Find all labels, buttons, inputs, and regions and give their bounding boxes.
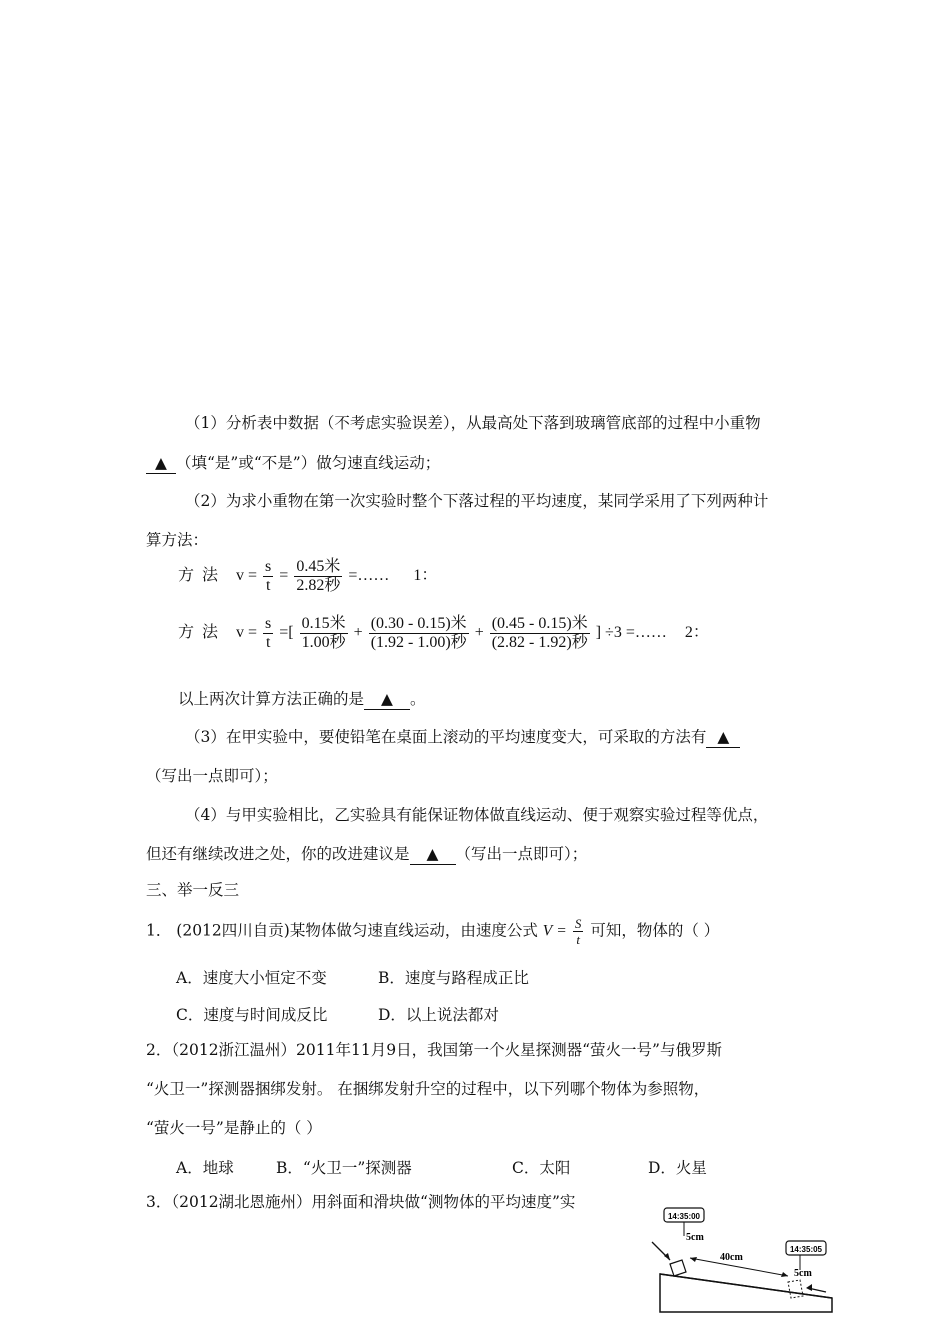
p1-stem-pre: 1． (2012四川自贡)某物体做匀速直线运动，由速度公式 bbox=[146, 921, 538, 940]
q2-conclusion bbox=[178, 689, 426, 710]
slider-block bbox=[670, 1260, 686, 1276]
q4-line2-end: （写出一点即可）； bbox=[455, 845, 588, 863]
p2-option-d[interactable]: D．火星 bbox=[648, 1159, 707, 1177]
method1-eq: = bbox=[279, 567, 289, 585]
method2-open: =[ bbox=[279, 624, 294, 642]
length-label-1: 5cm bbox=[686, 1232, 704, 1243]
incline-figure bbox=[640, 1200, 840, 1320]
method1-frac-s-t: $\frac{s}{t}$ bbox=[265, 558, 272, 594]
q2-conclusion-end: 。 bbox=[410, 690, 426, 708]
q2-line2: 算方法： bbox=[146, 531, 209, 549]
answer-blank[interactable]: ▲ bbox=[410, 844, 456, 865]
q4-line1: （4）与甲实验相比，乙实验具有能保证物体做直线运动、便于观察实验过程等优点， bbox=[185, 806, 769, 824]
method1-lhs: v = bbox=[236, 567, 258, 585]
method2-frac-c: $\frac{\text{(0.45 - 0.15)米}}{\text{(2.82 - 1.92)秒}}$ bbox=[491, 615, 588, 651]
length-label-2: 40cm bbox=[720, 1252, 743, 1263]
clock-2-text: 14:35:05 bbox=[789, 1245, 823, 1254]
q3-line2: （写出一点即可）； bbox=[146, 767, 278, 785]
q3-line1 bbox=[185, 727, 740, 748]
method2-lhs: v = bbox=[236, 624, 258, 642]
p2-line1: 2．（2012浙江温州）2011年11月9日，我国第一个火星探测器“萤火一号”与俄罗斯 bbox=[146, 1041, 722, 1059]
p2-option-c[interactable]: C．太阳 bbox=[512, 1159, 571, 1177]
method1-tail: =…… bbox=[348, 567, 390, 585]
method2-plus-1: + bbox=[353, 624, 363, 642]
p3-line1: 3．（2012湖北恩施州）用斜面和滑块做“测物体的平均速度”实 bbox=[146, 1193, 576, 1211]
p1-formula-frac: $\frac{S}{t}$ bbox=[574, 916, 582, 947]
method1-formula bbox=[178, 558, 437, 595]
p1-stem-post: 可知，物体的（ ） bbox=[590, 921, 720, 940]
p1-option-d[interactable]: D．以上说法都对 bbox=[378, 1006, 499, 1024]
method1-label: 方 法 bbox=[178, 567, 219, 585]
section-title: 三、举一反三 bbox=[146, 881, 240, 899]
answer-blank[interactable]: ▲ bbox=[364, 689, 410, 710]
q1-line2 bbox=[146, 453, 440, 474]
p1-option-c[interactable]: C．速度与时间成反比 bbox=[176, 1006, 328, 1024]
method2-label: 方 法 bbox=[178, 624, 219, 642]
p1-stem bbox=[146, 916, 719, 947]
p1-formula-v: V bbox=[542, 922, 553, 940]
method1-index: 1： bbox=[413, 567, 438, 585]
method2-formula bbox=[178, 615, 709, 652]
method2-close: ] ÷3 =…… bbox=[595, 624, 667, 642]
q3-line1-text: （3）在甲实验中，要使铅笔在桌面上滚动的平均速度变大，可采取的方法有 bbox=[185, 728, 707, 746]
q4-line2 bbox=[146, 844, 587, 865]
answer-blank[interactable]: ▲ bbox=[146, 453, 176, 474]
q1-line2-text: （填“是”或“不是”）做匀速直线运动； bbox=[176, 454, 441, 472]
q2-line1: （2）为求小重物在第一次实验时整个下落过程的平均速度，某同学采用了下列两种计 bbox=[185, 492, 769, 510]
p1-option-a[interactable]: A．速度大小恒定不变 bbox=[176, 969, 327, 987]
method1-frac-value: $\frac{\text{0.45米}}{\text{2.82秒}}$ bbox=[296, 558, 341, 594]
p2-line3: “萤火一号”是静止的（ ） bbox=[146, 1119, 322, 1137]
method2-frac-b: $\frac{\text{(0.30 - 0.15)米}}{\text{(1.92 - 1.00)秒}}$ bbox=[370, 615, 467, 651]
length-label-3: 5cm bbox=[794, 1268, 812, 1279]
incline-ramp bbox=[660, 1274, 832, 1312]
method2-index: 2： bbox=[684, 624, 709, 642]
clock-1-text: 14:35:00 bbox=[667, 1212, 701, 1221]
answer-blank[interactable]: ▲ bbox=[706, 727, 740, 748]
q4-line2-text: 但还有继续改进之处，你的改进建议是 bbox=[146, 845, 410, 863]
p2-option-a[interactable]: A．地球 bbox=[176, 1159, 234, 1177]
p2-line2: “火卫一”探测器捆绑发射。 在捆绑发射升空的过程中，以下列哪个物体为参照物， bbox=[146, 1080, 710, 1098]
p2-option-b[interactable]: B．“火卫一”探测器 bbox=[276, 1159, 412, 1177]
p1-option-b[interactable]: B．速度与路程成正比 bbox=[378, 969, 529, 987]
p1-formula-eq: = bbox=[557, 922, 566, 940]
q1-line1: （1）分析表中数据（不考虑实验误差），从最高处下落到玻璃管底部的过程中小重物 bbox=[185, 414, 761, 432]
q2-conclusion-text: 以上两次计算方法正确的是 bbox=[178, 690, 365, 708]
method2-frac-s-t: $\frac{s}{t}$ bbox=[265, 615, 272, 651]
method2-frac-a: $\frac{\text{0.15米}}{\text{1.00秒}}$ bbox=[301, 615, 346, 651]
method2-plus-2: + bbox=[474, 624, 484, 642]
